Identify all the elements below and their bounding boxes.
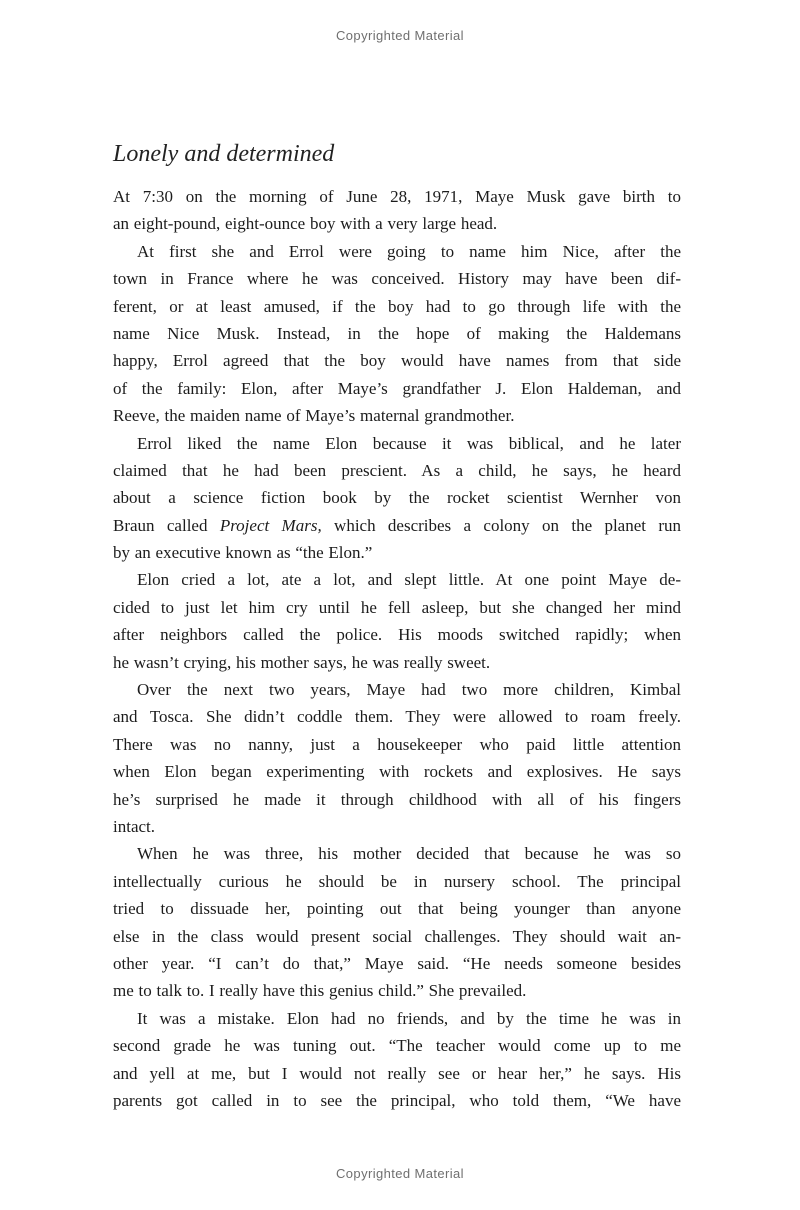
- text-line: ferent, or at least amused, if the boy had to go through life with the: [113, 296, 681, 316]
- text-line: claimed that he had been prescient. As a child, he says, he heard: [113, 460, 681, 480]
- text-line: tried to dissuade her, pointing out that being younger than anyone: [113, 899, 681, 919]
- text-line: Elon cried a lot, ate a lot, and slept little. At one point Maye de-: [137, 570, 681, 590]
- text-line: about a science fiction book by the rocket scientist Wernher von: [113, 488, 681, 508]
- text-run: which describes a colony on the planet run: [321, 515, 681, 535]
- text-run: Braun called: [113, 515, 220, 535]
- text-line: an eight-pound, eight-ounce boy with a very large head.: [113, 214, 498, 234]
- paragraph: [113, 183, 681, 238]
- copyright-notice-top: Copyrighted Material: [336, 28, 464, 43]
- italic-text-run: Project Mars,: [219, 515, 322, 535]
- text-line: At first she and Errol were going to name him Nice, after the: [137, 241, 681, 261]
- copyright-notice-bottom: Copyrighted Material: [336, 1166, 464, 1181]
- text-line: parents got called in to see the principal, who told them, “We have: [113, 1090, 681, 1110]
- paragraph-container: [113, 183, 681, 1114]
- text-line: happy, Errol agreed that the boy would have names from that side: [113, 351, 681, 371]
- text-line: he wasn’t crying, his mother says, he was really sweet.: [113, 652, 491, 672]
- text-block: [113, 140, 681, 1114]
- text-line: else in the class would present social challenges. They should wait an-: [113, 926, 681, 946]
- text-line: when Elon began experimenting with rockets and explosives. He says: [113, 762, 681, 782]
- text-line: second grade he was tuning out. “The teacher would come up to me: [113, 1036, 681, 1056]
- text-line: When he was three, his mother decided that because he was so: [137, 844, 681, 864]
- paragraph: [113, 676, 681, 840]
- text-line: he’s surprised he made it through childhood with all of his fingers: [113, 789, 681, 809]
- text-line: of the family: Elon, after Maye’s grandfather J. Elon Haldeman, and: [113, 378, 681, 398]
- text-line: intellectually curious he should be in nursery school. The principal: [113, 871, 681, 891]
- text-line: cided to just let him cry until he fell asleep, but she changed her mind: [113, 597, 681, 617]
- text-line: me to talk to. I really have this genius child.” She prevailed.: [113, 981, 527, 1001]
- paragraph: [113, 1005, 681, 1115]
- text-line: [113, 512, 681, 539]
- text-line: after neighbors called the police. His moods switched rapidly; when: [113, 625, 681, 645]
- paragraph: [113, 430, 681, 567]
- text-line: name Nice Musk. Instead, in the hope of making the Haldemans: [113, 323, 681, 343]
- text-line: Reeve, the maiden name of Maye’s maternal grandmother.: [113, 406, 515, 426]
- text-line: by an executive known as “the Elon.”: [113, 543, 373, 563]
- text-line: town in France where he was conceived. History may have been dif-: [113, 269, 681, 289]
- text-line: At 7:30 on the morning of June 28, 1971, Maye Musk gave birth to: [113, 187, 681, 206]
- text-line: There was no nanny, just a housekeeper who paid little attention: [113, 734, 681, 754]
- text-line: Errol liked the name Elon because it was biblical, and he later: [137, 433, 681, 453]
- text-line: and Tosca. She didn’t coddle them. They were allowed to roam freely.: [113, 707, 681, 727]
- text-line: other year. “I can’t do that,” Maye said. “He needs someone besides: [113, 953, 681, 973]
- paragraph: [113, 566, 681, 676]
- section-title: Lonely and determined: [113, 141, 335, 167]
- text-line: and yell at me, but I would not really see or hear her,” he says. His: [113, 1063, 681, 1083]
- paragraph: [113, 238, 681, 430]
- text-line: It was a mistake. Elon had no friends, and by the time he was in: [137, 1008, 681, 1028]
- text-line: intact.: [113, 816, 156, 836]
- paragraph: [113, 840, 681, 1004]
- text-line: Over the next two years, Maye had two more children, Kimbal: [137, 680, 681, 700]
